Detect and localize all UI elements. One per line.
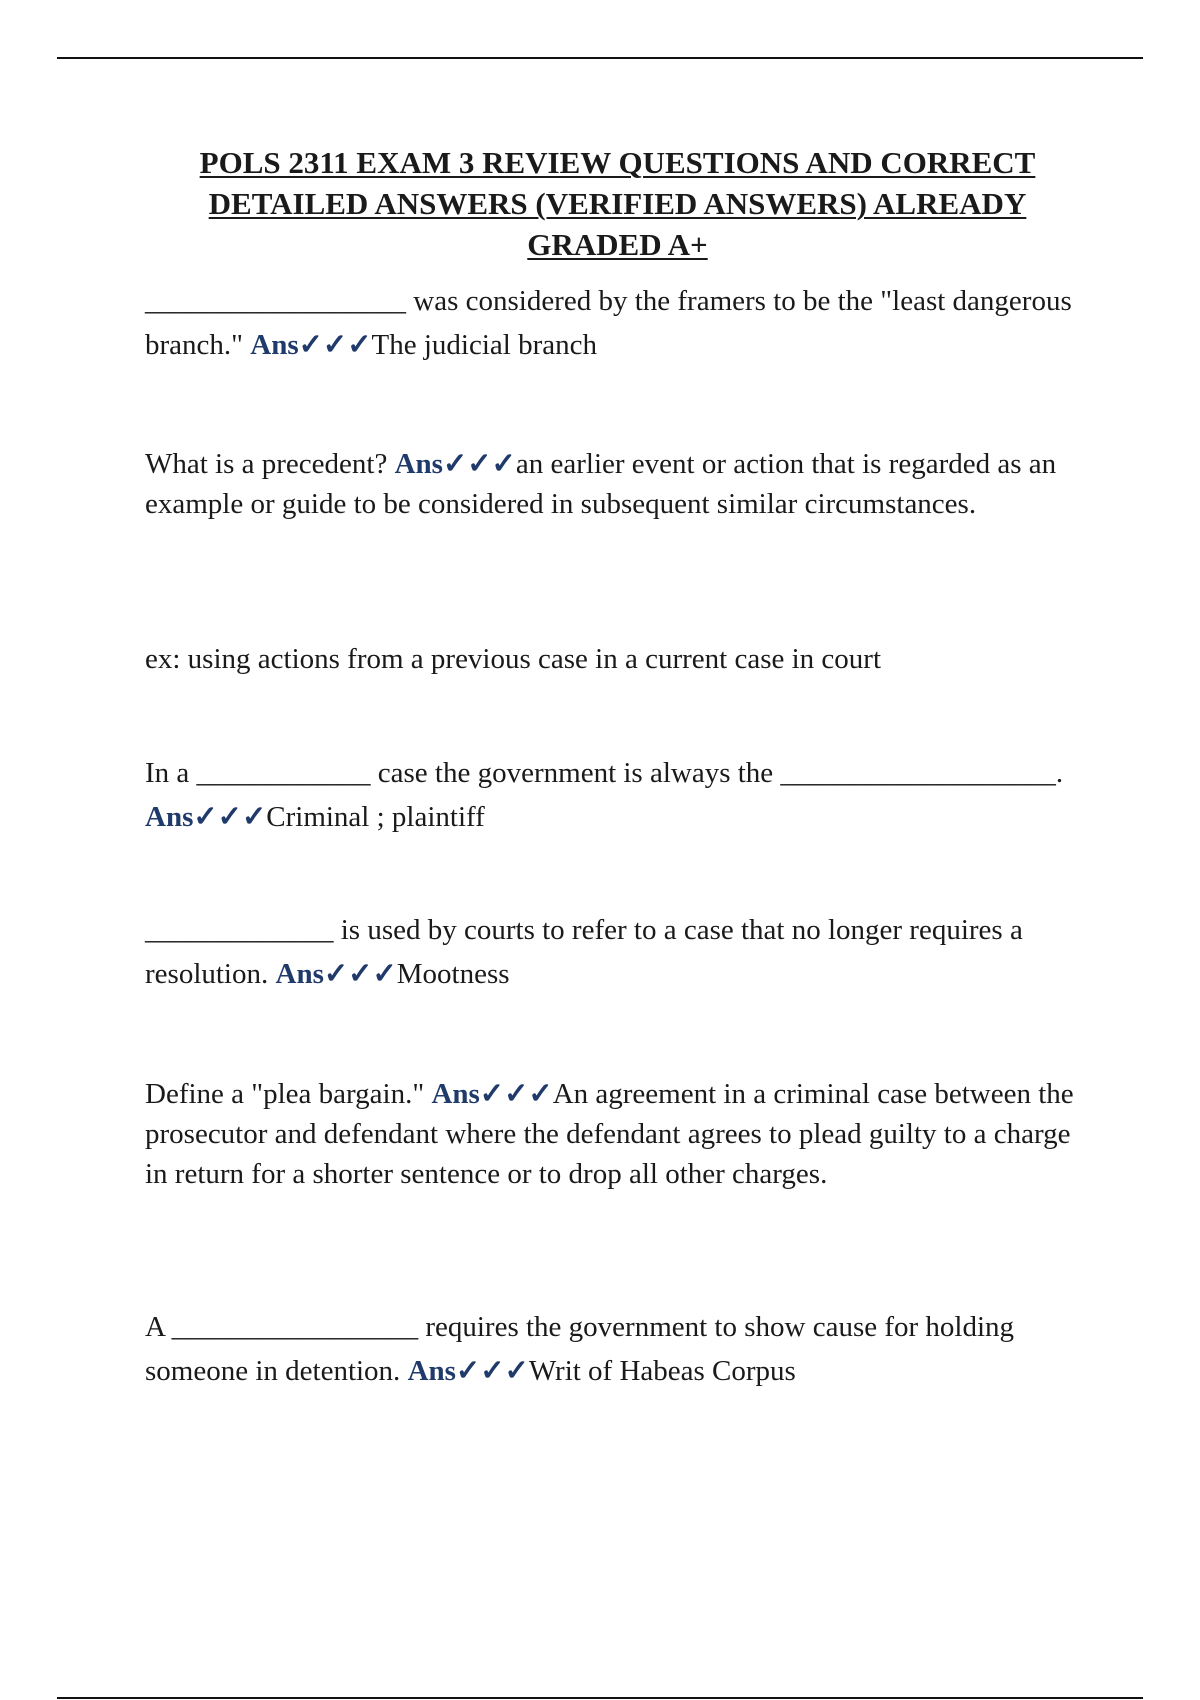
example-line bbox=[145, 637, 1090, 681]
question-text: What is a precedent? bbox=[145, 448, 395, 480]
qa-item-5 bbox=[145, 1074, 1090, 1194]
top-rule bbox=[57, 57, 1143, 59]
bottom-rule bbox=[57, 1697, 1143, 1699]
answer-marker: Ans✓✓✓ bbox=[250, 329, 372, 361]
answer-text: Writ of Habeas Corpus bbox=[528, 1355, 796, 1387]
document-title bbox=[150, 142, 1085, 265]
qa-item-6 bbox=[145, 1305, 1090, 1393]
title-line-2: DETAILED ANSWERS (VERIFIED ANSWERS) ALREADY bbox=[208, 186, 1027, 221]
question-text: _____________ is used by courts to refer to a case that no longer requires a resolution. bbox=[145, 914, 1023, 990]
question-text: In a ____________ case the government is always the ___________________. bbox=[145, 757, 1064, 789]
title-line-1: POLS 2311 EXAM 3 REVIEW QUESTIONS AND CORRECT bbox=[199, 145, 1036, 180]
answer-marker: Ans✓✓✓ bbox=[145, 801, 267, 833]
qa-item-3 bbox=[145, 751, 1090, 839]
question-text: Define a "plea bargain." bbox=[145, 1078, 432, 1110]
qa-item-2 bbox=[145, 444, 1090, 524]
answer-text: Criminal ; plaintiff bbox=[266, 801, 485, 833]
title-line-3: GRADED A+ bbox=[527, 227, 708, 262]
answer-marker: Ans✓✓✓ bbox=[275, 958, 397, 990]
question-text: __________________ was considered by the framers to be the "least dangerous branch." bbox=[145, 285, 1072, 361]
answer-marker: Ans✓✓✓ bbox=[394, 448, 516, 480]
qa-item-1 bbox=[145, 279, 1090, 367]
question-text: A _________________ requires the government to show cause for holding someone in detention. bbox=[145, 1311, 1015, 1387]
answer-text: Mootness bbox=[396, 958, 510, 990]
answer-text: an earlier event or action that is regarded as an example or guide to be considered in subsequent similar circumstances. bbox=[145, 448, 1057, 520]
answer-marker: Ans✓✓✓ bbox=[431, 1078, 553, 1110]
example-text: ex: using actions from a previous case in a current case in court bbox=[145, 643, 882, 675]
answer-marker: Ans✓✓✓ bbox=[407, 1355, 529, 1387]
qa-item-4 bbox=[145, 908, 1090, 996]
answer-text: The judicial branch bbox=[371, 329, 597, 361]
answer-text: An agreement in a criminal case between the prosecutor and defendant where the defendant agrees to plead guilty to a charge in return for a shorter sentence or to drop all other charges. bbox=[145, 1078, 1074, 1190]
